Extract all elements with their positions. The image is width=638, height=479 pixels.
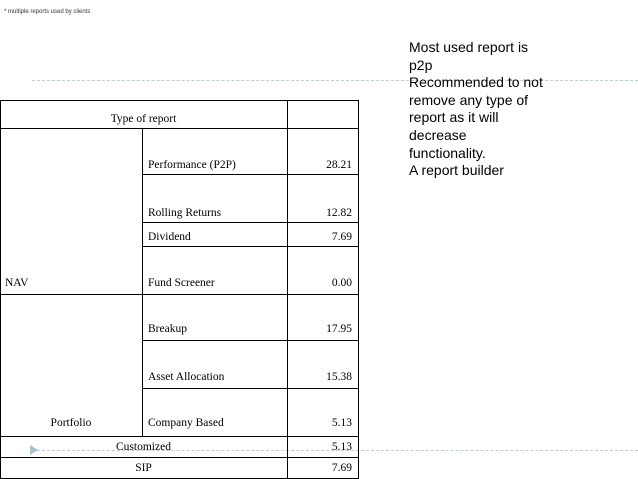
side-text-line: Recommended to not — [409, 74, 543, 91]
table-row-line — [142, 222, 359, 223]
table-row-line — [0, 294, 359, 295]
row-value: 12.82 — [326, 207, 352, 219]
row-label: Asset Allocation — [148, 371, 225, 383]
side-text-block — [409, 39, 629, 180]
group-label-sip: SIP — [135, 462, 152, 474]
row-label: Breakup — [148, 323, 187, 335]
table-border-top — [0, 100, 359, 101]
side-text-line: decrease — [409, 126, 467, 143]
row-label: Fund Screener — [148, 277, 215, 289]
table-border-right — [358, 100, 359, 479]
customized-value: 5.13 — [331, 441, 352, 453]
group-label-portfolio: Portfolio — [50, 417, 92, 429]
table-row-line — [0, 128, 359, 129]
table-row-line — [142, 340, 359, 341]
table-row-line — [0, 436, 359, 437]
table-row-line — [142, 388, 359, 389]
side-text-line: report as it will — [409, 109, 499, 126]
side-text-line: A report builder — [409, 162, 504, 179]
row-value: 15.38 — [326, 371, 352, 383]
row-value: 17.95 — [326, 323, 352, 335]
row-label: Dividend — [148, 231, 191, 243]
row-value: 0.00 — [331, 277, 352, 289]
row-label: Rolling Returns — [148, 207, 222, 219]
table-row-line — [142, 246, 359, 247]
table-row-line — [142, 174, 359, 175]
footnote: * multiple reports used by clients — [4, 9, 91, 15]
group-label-nav: NAV — [5, 277, 29, 289]
table-header-type-of-report: Type of report — [110, 113, 177, 125]
side-text-line: Most used report is — [409, 39, 529, 55]
sip-value: 7.69 — [331, 462, 352, 474]
side-text-line: p2p — [409, 56, 433, 73]
group-label-customized: Customized — [116, 441, 171, 453]
row-label: Company Based — [148, 417, 224, 429]
side-text-line: remove any type of — [409, 91, 529, 108]
row-value: 28.21 — [326, 159, 352, 171]
table-row-line — [0, 457, 359, 458]
row-label: Performance (P2P) — [148, 159, 236, 171]
row-value: 7.69 — [331, 231, 352, 243]
side-text-line: functionality. — [409, 144, 486, 161]
row-value: 5.13 — [331, 417, 352, 429]
